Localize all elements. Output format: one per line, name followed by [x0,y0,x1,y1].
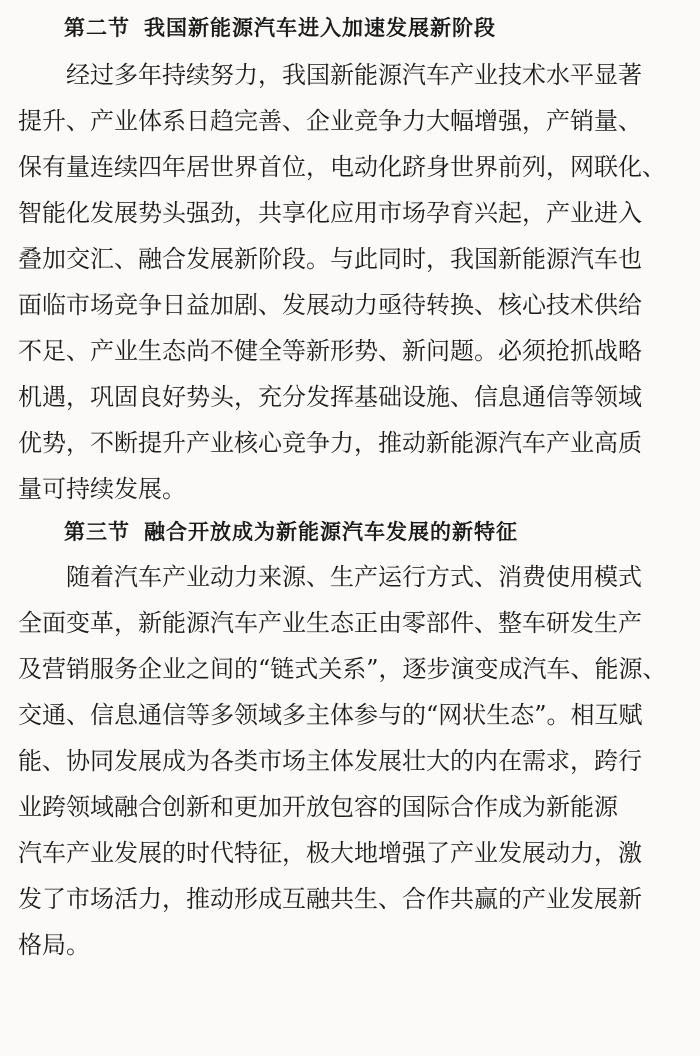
section-2-number: 第二节 [64,16,130,40]
section-2-paragraph [18,52,688,512]
paragraph-line: 汽车产业发展的时代特征，极大地增强了产业发展动力，激 [18,839,642,867]
section-3-title: 融合开放成为新能源汽车发展的新特征 [144,520,518,544]
paragraph-line: 随着汽车产业动力来源、生产运行方式、消费使用模式 [66,563,642,591]
paragraph-line: 经过多年持续努力，我国新能源汽车产业技术水平显著 [66,61,642,89]
section-2-title: 我国新能源汽车进入加速发展新阶段 [144,16,496,40]
paragraph-line: 不足、产业生态尚不健全等新形势、新问题。必须抢抓战略 [18,337,642,365]
paragraph-line: 交通、信息通信等多领域多主体参与的“网状生态”。相互赋 [18,701,643,729]
paragraph-line: 业跨领域融合创新和更加开放包容的国际合作成为新能源 [18,793,618,821]
paragraph-line: 提升、产业体系日趋完善、企业竞争力大幅增强，产销量、 [18,107,642,135]
paragraph-line: 面临市场竞争日益加剧、发展动力亟待转换、核心技术供给 [18,291,642,319]
paragraph-line: 智能化发展势头强劲，共享化应用市场孕育兴起，产业进入 [18,199,642,227]
section-3-number: 第三节 [64,520,130,544]
paragraph-line: 保有量连续四年居世界首位，电动化跻身世界前列，网联化、 [18,153,666,181]
paragraph-line: 及营销服务企业之间的“链式关系”，逐步演变成汽车、能源、 [18,655,667,683]
paragraph-line: 格局。 [18,931,90,959]
section-3-paragraph [18,554,688,968]
paragraph-line: 全面变革，新能源汽车产业生态正由零部件、整车研发生产 [18,609,642,637]
paragraph-line: 发了市场活力，推动形成互融共生、合作共赢的产业发展新 [18,885,642,913]
paragraph-line: 叠加交汇、融合发展新阶段。与此同时，我国新能源汽车也 [18,245,642,273]
section-3-heading [18,514,688,550]
paragraph-line: 优势，不断提升产业核心竞争力，推动新能源汽车产业高质 [18,429,642,457]
paragraph-line: 能、协同发展成为各类市场主体发展壮大的内在需求，跨行 [18,747,642,775]
paragraph-line: 量可持续发展。 [18,475,186,503]
paragraph-line: 机遇，巩固良好势头，充分发挥基础设施、信息通信等领域 [18,383,642,411]
section-2-heading [18,10,688,46]
